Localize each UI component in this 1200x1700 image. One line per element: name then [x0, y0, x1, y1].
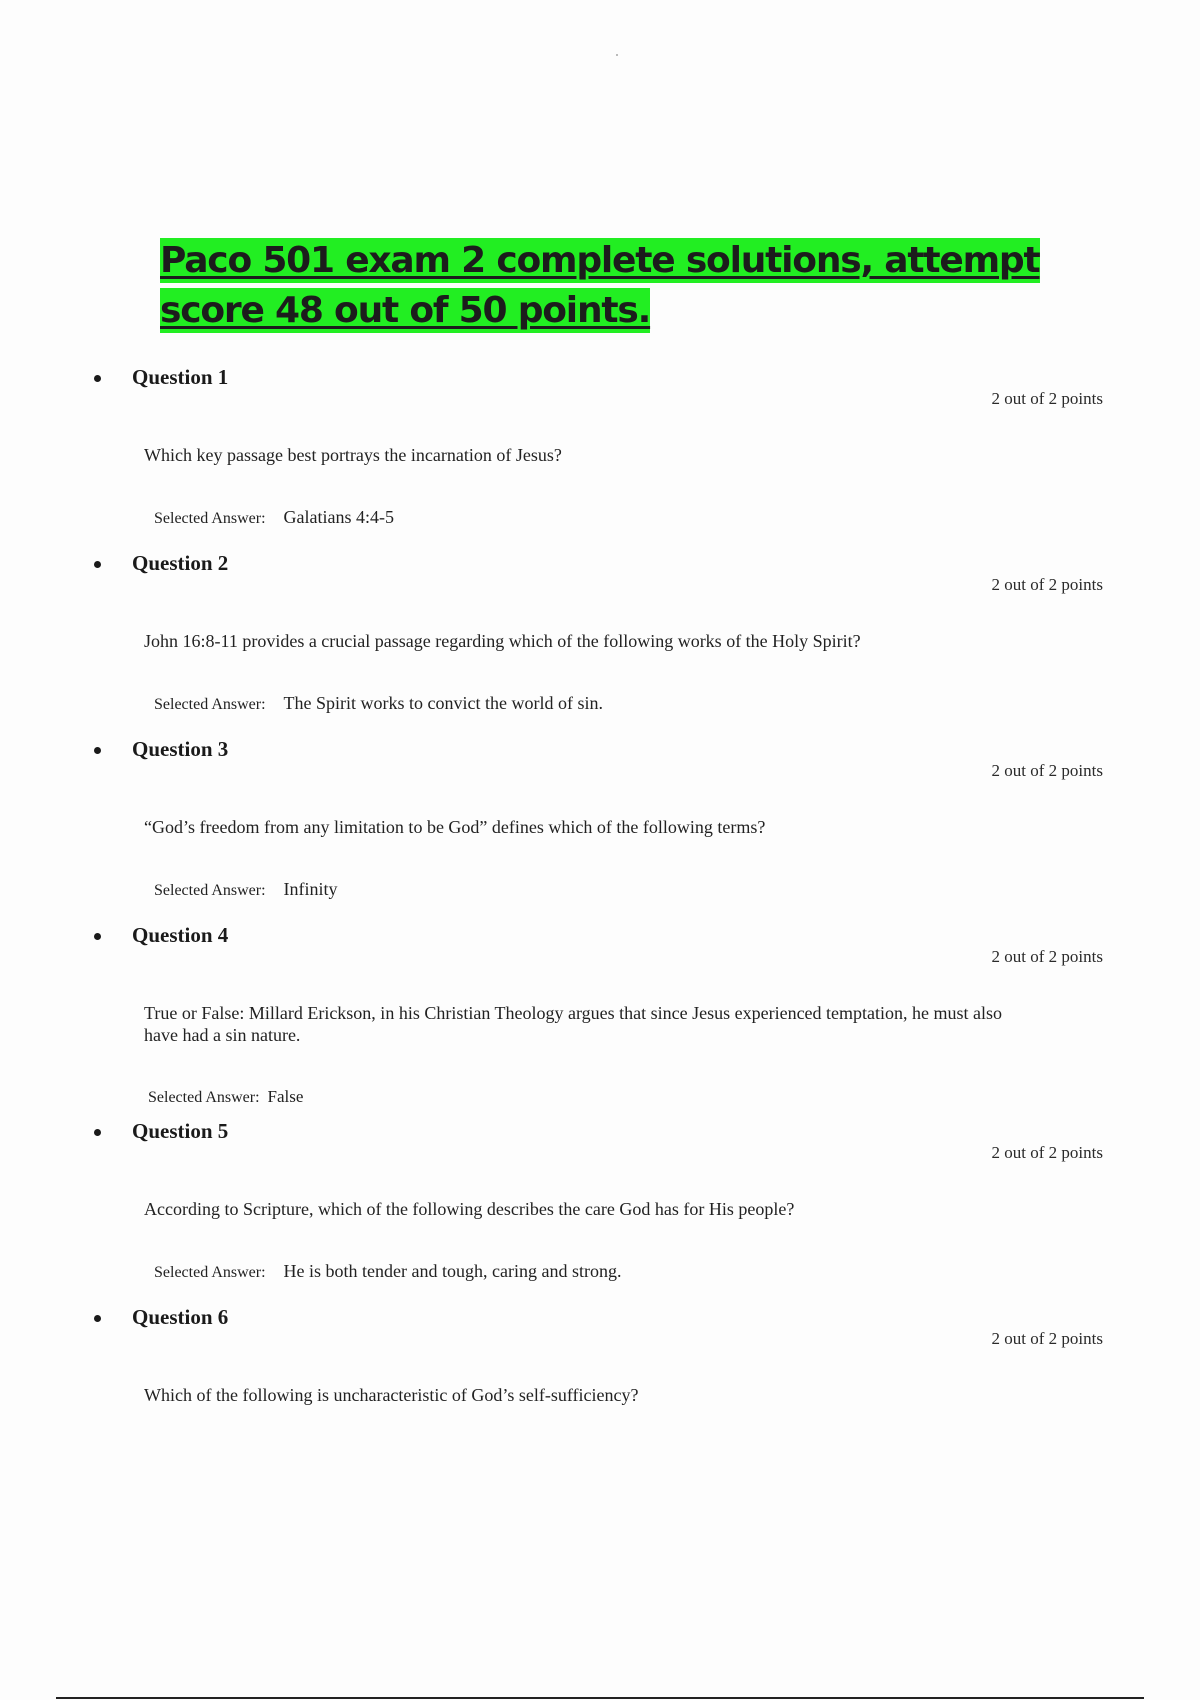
question-points: 2 out of 2 points [991, 389, 1103, 408]
selected-answer-value: Galatians 4:4-5 [283, 507, 395, 527]
selected-answer-value: He is both tender and tough, caring and strong. [283, 1261, 622, 1281]
question-title: Question 4 [132, 923, 229, 947]
question-block-1 [0, 364, 1200, 550]
bullet-icon [94, 561, 101, 568]
question-text: True or False: Millard Erickson, in his Christian Theology argues that since Jesus experienced temptation, he must also have had a sin nature. [144, 1003, 1003, 1045]
question-title: Question 2 [132, 551, 229, 575]
question-block-2 [0, 550, 1200, 736]
selected-answer-value: Infinity [283, 879, 338, 899]
bullet-icon [94, 1315, 101, 1322]
scan-speck [616, 54, 618, 56]
question-points: 2 out of 2 points [991, 761, 1103, 780]
selected-answer [154, 692, 603, 716]
question-text: According to Scripture, which of the following describes the care God has for His people? [144, 1199, 795, 1219]
question-title: Question 3 [132, 737, 229, 761]
question-block-4 [0, 922, 1200, 1118]
document-title-text: Paco 501 exam 2 complete solutions, attempt score 48 out of 50 points. [160, 240, 1040, 331]
question-text: Which of the following is uncharacteristic of God’s self-sufficiency? [144, 1385, 639, 1405]
bullet-icon [94, 1129, 101, 1136]
question-block-5 [0, 1118, 1200, 1304]
selected-answer-value: The Spirit works to convict the world of sin. [283, 693, 603, 713]
selected-answer [154, 878, 338, 902]
bullet-icon [94, 747, 101, 754]
selected-answer-label: Selected Answer: [154, 696, 266, 713]
selected-answer-label: Selected Answer: [154, 1264, 266, 1281]
bullet-icon [94, 375, 101, 382]
page-bottom-rule [56, 1697, 1144, 1699]
question-title: Question 1 [132, 365, 229, 389]
question-points: 2 out of 2 points [991, 1143, 1103, 1162]
question-points: 2 out of 2 points [991, 947, 1103, 966]
selected-answer-value: False [267, 1087, 304, 1106]
selected-answer-label: Selected Answer: [154, 510, 266, 527]
selected-answer-label: Selected Answer: [148, 1089, 260, 1106]
question-block-6 [0, 1304, 1200, 1490]
selected-answer [154, 506, 394, 530]
question-points: 2 out of 2 points [991, 575, 1103, 594]
document-title [160, 236, 1060, 336]
question-text: “God’s freedom from any limitation to be God” defines which of the following terms? [144, 817, 766, 837]
question-text: John 16:8-11 provides a crucial passage regarding which of the following works of the Holy Spirit? [144, 631, 861, 651]
question-block-3 [0, 736, 1200, 922]
question-text: Which key passage best portrays the incarnation of Jesus? [144, 445, 562, 465]
question-title: Question 5 [132, 1119, 229, 1143]
bullet-icon [94, 933, 101, 940]
selected-answer [148, 1086, 303, 1109]
question-title: Question 6 [132, 1305, 229, 1329]
selected-answer [154, 1260, 621, 1284]
selected-answer-label: Selected Answer: [154, 882, 266, 899]
question-points: 2 out of 2 points [991, 1329, 1103, 1348]
